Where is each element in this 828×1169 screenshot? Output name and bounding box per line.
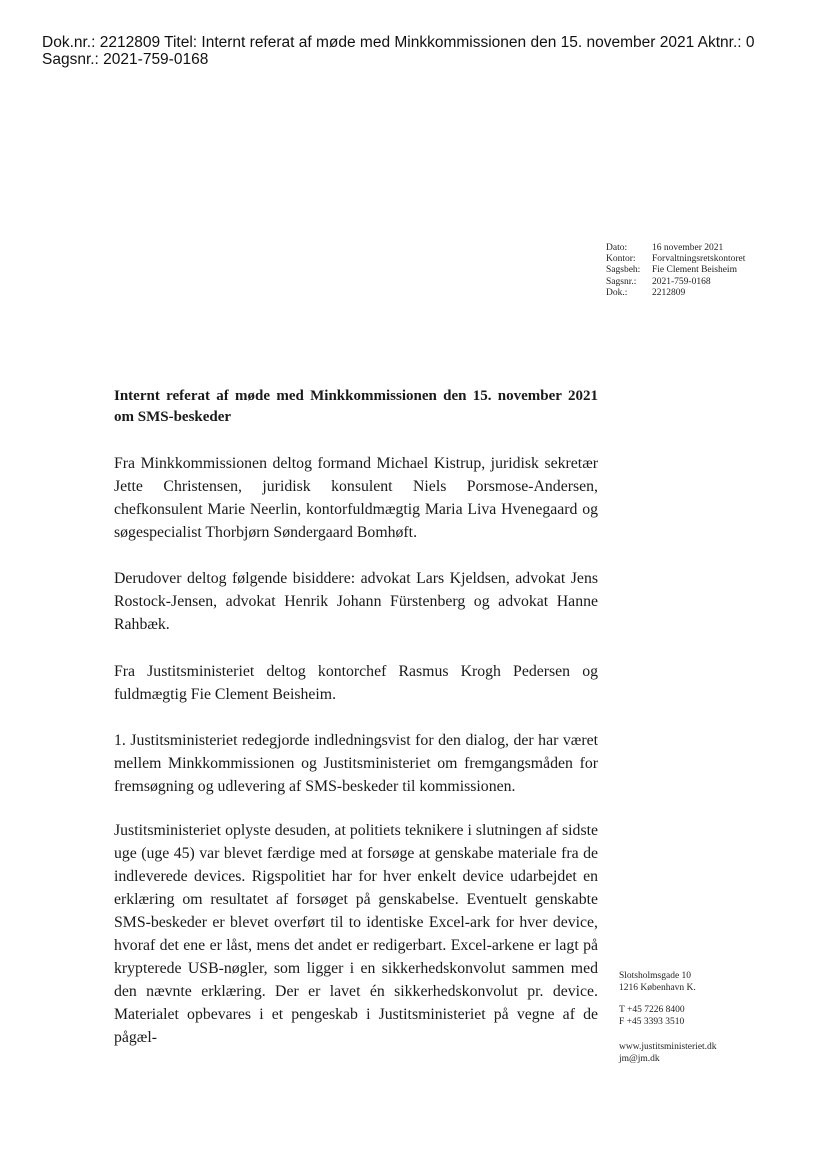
website-link[interactable]: www.justitsministeriet.dk: [619, 1042, 717, 1052]
meta-row-case-number: [606, 277, 745, 288]
address-city: 1216 København K.: [619, 982, 696, 993]
meta-label: Dok.:: [606, 287, 628, 298]
meta-value: 16 november 2021: [652, 243, 724, 253]
meta-row-doc-number: [606, 288, 745, 299]
meta-value: Forvaltningsretskontoret: [652, 254, 746, 265]
meta-row-office: [606, 254, 745, 265]
meta-row-case-handler: [606, 265, 745, 276]
paragraph-attendees-ministry: Fra Justitsministeriet deltog kontorchef Rasmus Krogh Pedersen og fuldmægtig Fie Clement Beisheim.: [114, 663, 598, 703]
paragraph-attendees-commission: Fra Minkkommissionen deltog formand Michael Kistrup, juridisk sekretær Jette Christensen, juridisk konsulent Niels Porsmose-Andersen, chefkonsulent Marie Neerlin, kontorfuldmægtig Maria Liva Hvenegaard og søgespecialist Thorbjørn Søndergaard Bomhøft.: [114, 455, 598, 541]
document-metadata: [606, 243, 745, 299]
meta-label: Sagsbeh:: [606, 265, 641, 276]
paragraph-item-1-continued: Justitsministeriet oplyste desuden, at politiets teknikere i slutningen af sidste uge (uge 45) var blevet færdige med at forsøge at genskabe materiale fra de indleverede devices. Rigspolitiet har for hver enkelt device udarbejdet en erklæring om resultatet af forsøget på genskabelse. Eventuelt genskabte SMS-beskeder er blevet overført til to identiske Excel-ark for hver device, hvoraf det ene er låst, mens det andet er redigerbart. Excel-arkene er lagt på krypterede USB-nøgler, som ligger i en sikkerhedskonvolut sammen med den nævnte erklæring. Der er lavet én sikkerhedskonvolut pr. device. Materialet opbevares i et pengeskab i Justitsministeriet på vegne af de pågæl-: [114, 822, 598, 1046]
paragraph-item-1: 1. Justitsministeriet redegjorde indledningsvist for den dialog, der har været mellem Minkkommissionen og Justitsministeriet om fremgangsmåden for fremsøgning og udlevering af SMS-beskeder til kommissionen.: [114, 732, 598, 795]
document-title: Internt referat af møde med Minkkommissionen den 15. november 2021 om SMS-beskeder: [114, 388, 598, 425]
email-link[interactable]: jm@jm.dk: [619, 1053, 660, 1064]
stamp-line-2: Sagsnr.: 2021-759-0168: [42, 51, 209, 68]
document-stamp: [42, 34, 812, 68]
meta-value: Fie Clement Beisheim: [652, 265, 737, 276]
ministry-address: [619, 971, 717, 1065]
meta-row-date: [606, 243, 745, 254]
meta-value: 2212809: [652, 287, 686, 298]
address-street: Slotsholmsgade 10: [619, 971, 692, 981]
meta-label: Kontor:: [606, 254, 636, 265]
meta-label: Sagsnr.:: [606, 276, 637, 287]
stamp-line-1: Dok.nr.: 2212809 Titel: Internt referat af møde med Minkkommissionen den 15. november 2021 Aktnr.: 0: [42, 34, 755, 51]
meta-label: Dato:: [606, 243, 628, 253]
fax-number: F +45 3393 3510: [619, 1016, 685, 1027]
paragraph-attendees-advisers: Derudover deltog følgende bisiddere: advokat Lars Kjeldsen, advokat Jens Rostock-Jensen, advokat Henrik Johann Fürstenberg og advokat Hanne Rahbæk.: [114, 570, 598, 633]
meta-value: 2021-759-0168: [652, 276, 711, 287]
phone-number: T +45 7226 8400: [619, 1005, 685, 1015]
